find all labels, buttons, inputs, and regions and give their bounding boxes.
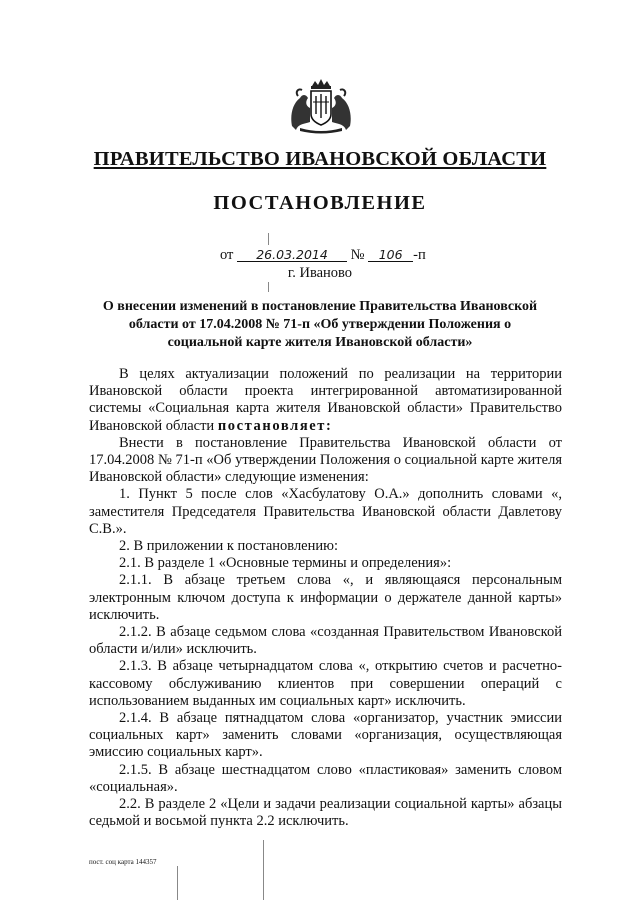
document-number: 106 <box>368 248 413 262</box>
intro-paragraph <box>89 366 562 435</box>
paragraph-2-2: 2.2. В разделе 2 «Цели и задачи реализации социальной карты» абзацы седьмой и восьмой пункта 2.2 исключить. <box>89 796 562 830</box>
document-body <box>89 366 562 830</box>
paragraph-2-1-2: 2.1.2. В абзаце седьмом слова «созданная Правительством Ивановской области и/или» исключить. <box>89 624 562 658</box>
scan-mark <box>268 233 269 245</box>
paragraph-2-1: 2.1. В разделе 1 «Основные термины и определения»: <box>119 555 452 572</box>
number-sign: № <box>350 247 365 263</box>
paragraph-2-1-1: 2.1.1. В абзаце третьем слова «, и являющаяся персональным электронным ключом доступа к информации о держателе данной карты» исключить. <box>89 572 562 623</box>
paragraph-main: Внести в постановление Правительства Ивановской области от 17.04.2008 № 71-п «Об утверждении Положения о социальной карте жителя Ивановской области» следующие изменения: <box>89 434 562 486</box>
date-prefix: от <box>220 247 234 263</box>
subject-heading: О внесении изменений в постановление Правительства Ивановской области от 17.04.2008 № 71-п «Об утверждении Положения о социальной карте жителя Ивановской области» <box>102 299 538 350</box>
footer-doc-code: пост. соц карта 144357 <box>89 858 157 866</box>
government-title: ПРАВИТЕЛЬСТВО ИВАНОВСКОЙ ОБЛАСТИ <box>93 148 547 170</box>
number-suffix: -п <box>413 247 426 263</box>
date-number-line <box>220 247 426 264</box>
intro-text: В целях актуализации положений по реализации на территории Ивановской области проекта интегрированной автоматизированной системы «Социальная карта жителя Ивановской области» Правительство Ивановской области <box>89 366 562 434</box>
scan-mark <box>268 282 269 292</box>
paragraph-1: 1. Пункт 5 после слов «Хасбулатову О.А.» дополнить словами «, заместителя Председателя Правительства Ивановской области Давлетову С.В.». <box>89 486 562 537</box>
scan-mark <box>177 866 178 900</box>
document-type: ПОСТАНОВЛЕНИЕ <box>213 192 427 214</box>
resolves-word: постановляет: <box>217 417 333 434</box>
paragraph-2-1-4: 2.1.4. В абзаце пятнадцатом слова «организатор, участник эмиссии социальных карт» заменить словами «организация, осуществляющая эмиссию социальных карт». <box>89 710 562 761</box>
scan-mark <box>263 840 264 900</box>
paragraph-2: 2. В приложении к постановлению: <box>119 538 339 555</box>
document-date: 26.03.2014 <box>237 248 347 262</box>
paragraph-2-1-5: 2.1.5. В абзаце шестнадцатом слово «пластиковая» заменить словом «социальная». <box>89 761 562 795</box>
city: г. Иваново <box>287 265 353 281</box>
paragraph-2-1-3: 2.1.3. В абзаце четырнадцатом слова «, открытию счетов и расчетно-кассовому обслуживанию клиентов при совершении операций с использованием выданных им социальных карт» исключить. <box>89 658 562 709</box>
coat-of-arms-icon <box>286 78 356 134</box>
